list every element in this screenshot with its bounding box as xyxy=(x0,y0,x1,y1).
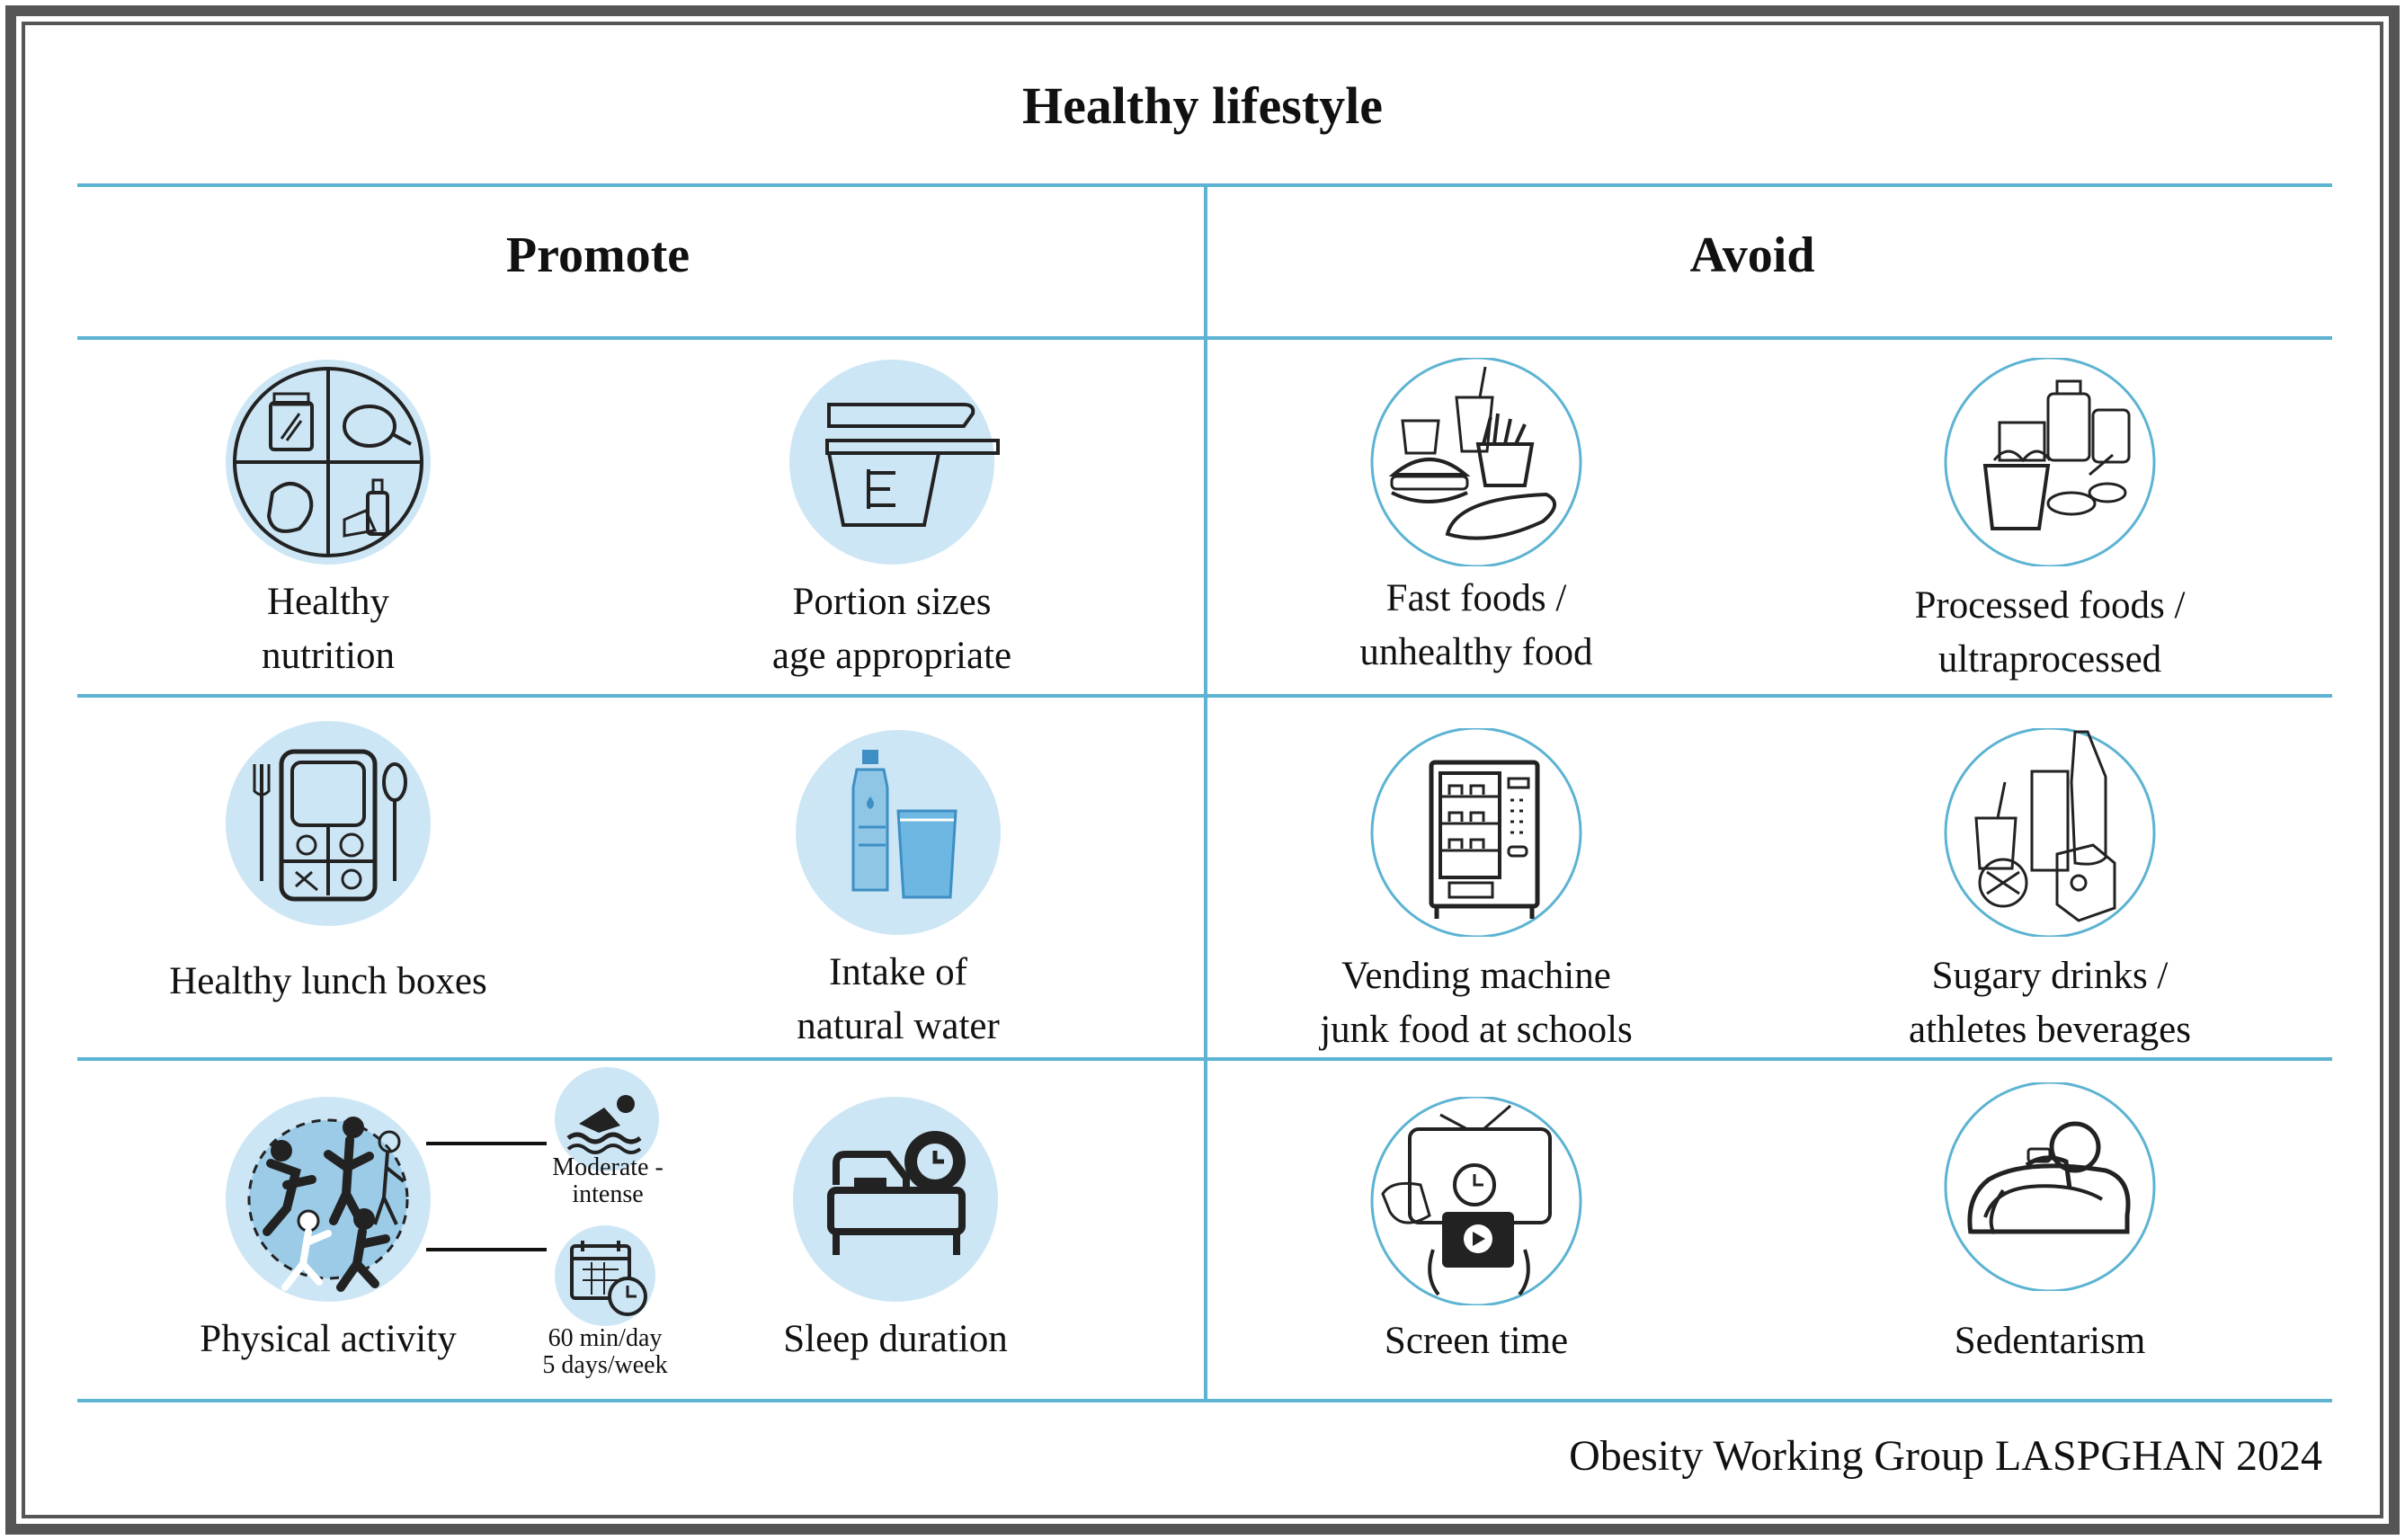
label-processed-foods: Processed foods / ultraprocessed xyxy=(1914,584,2186,681)
label-sedentarism: Sedentarism xyxy=(1954,1320,2146,1362)
vending-machine-icon xyxy=(1367,728,1586,937)
balanced-plate-icon xyxy=(218,358,438,566)
card-fast-foods xyxy=(1189,358,1764,680)
card-healthy-nutrition xyxy=(40,358,616,683)
label-sugary-drinks: Sugary drinks / athletes beverages xyxy=(1909,955,2191,1051)
card-sugary-drinks xyxy=(1762,728,2338,1057)
bed-clock-icon xyxy=(786,1095,1005,1304)
lunch-box-icon xyxy=(218,719,438,928)
screen-devices-icon xyxy=(1367,1097,1586,1305)
frequency-label: 60 min/day 5 days/week xyxy=(542,1324,668,1379)
connector-intensity xyxy=(426,1142,547,1145)
card-sedentarism xyxy=(1762,1082,2338,1368)
people-exercising-icon xyxy=(218,1095,438,1304)
footer-credit: Obesity Working Group LASPGHAN 2024 xyxy=(1569,1432,2322,1480)
processed-food-icon xyxy=(1940,358,2160,566)
label-vending-machine: Vending machine junk food at schools xyxy=(1320,955,1633,1051)
card-processed-foods xyxy=(1762,358,2338,687)
page-title: Healthy lifestyle xyxy=(1021,76,1384,135)
intensity-label: Moderate - intense xyxy=(552,1153,664,1208)
promote-heading: Promote xyxy=(505,227,690,283)
label-screen-time: Screen time xyxy=(1384,1320,1569,1362)
label-natural-water: Intake of natural water xyxy=(797,951,1000,1047)
label-portion-sizes: Portion sizes age appropriate xyxy=(771,581,1012,677)
label-lunch-boxes: Healthy lunch boxes xyxy=(169,960,487,1002)
avoid-heading: Avoid xyxy=(1689,227,1815,283)
card-natural-water xyxy=(610,728,1186,1054)
label-fast-foods: Fast foods / unhealthy food xyxy=(1359,577,1593,673)
card-lunch-boxes xyxy=(40,719,616,1009)
card-screen-time xyxy=(1189,1097,1764,1368)
card-sleep-duration xyxy=(608,1095,1183,1366)
fast-food-icon xyxy=(1367,358,1586,566)
couch-person-icon xyxy=(1940,1082,2160,1291)
connector-frequency xyxy=(426,1248,547,1251)
measuring-cup-icon xyxy=(782,358,1002,566)
sugary-drinks-icon xyxy=(1940,728,2160,937)
label-sleep-duration: Sleep duration xyxy=(783,1318,1008,1360)
label-physical-activity: Physical activity xyxy=(200,1318,457,1360)
card-portion-sizes xyxy=(604,358,1180,683)
label-healthy-nutrition: Healthy nutrition xyxy=(261,581,396,677)
card-vending-machine xyxy=(1189,728,1764,1057)
water-bottle-glass-icon xyxy=(788,728,1008,937)
